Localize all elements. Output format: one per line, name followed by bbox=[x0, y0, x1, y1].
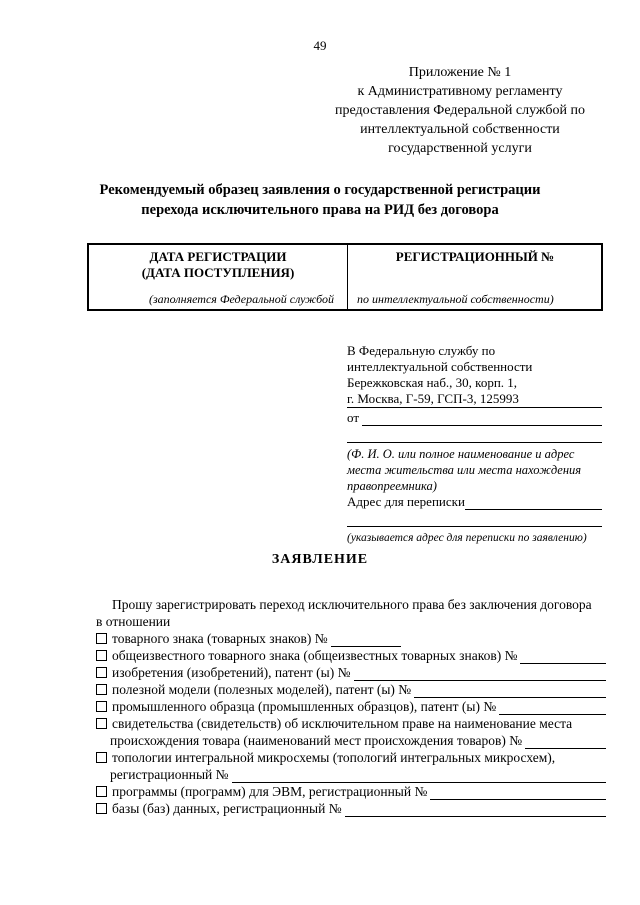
registration-date-label bbox=[89, 249, 347, 281]
list-item bbox=[96, 715, 606, 732]
checkbox[interactable] bbox=[96, 667, 107, 678]
applicant-hint bbox=[347, 446, 602, 494]
correspondence-row bbox=[347, 494, 602, 510]
checkbox[interactable] bbox=[96, 650, 107, 661]
item-label: регистрационный № bbox=[110, 767, 229, 782]
correspondence-field[interactable] bbox=[465, 496, 602, 510]
checkbox[interactable] bbox=[96, 718, 107, 729]
item-label: программы (программ) для ЭВМ, регистрационный № bbox=[112, 784, 428, 799]
date-label-line: ДАТА РЕГИСТРАЦИИ bbox=[149, 249, 287, 264]
registration-number-label: РЕГИСТРАЦИОННЫЙ № bbox=[395, 249, 555, 264]
item-label: свидетельства (свидетельств) об исключительном праве на наименование места bbox=[112, 716, 573, 731]
hint-line: места жительства или места нахождения bbox=[347, 463, 582, 477]
number-field[interactable] bbox=[232, 769, 606, 783]
list-item bbox=[96, 749, 606, 766]
appendix-line: интеллектуальной собственности bbox=[360, 122, 560, 137]
from-label: от bbox=[347, 410, 360, 425]
list-item bbox=[96, 783, 606, 800]
appendix-header bbox=[300, 63, 620, 158]
from-field-line2[interactable] bbox=[347, 426, 602, 443]
from-row bbox=[347, 410, 602, 426]
item-label: изобретения (изобретений), патент (ы) № bbox=[112, 665, 351, 680]
item-label: промышленного образца (промышленных образцов), патент (ы) № bbox=[112, 699, 497, 714]
item-label: товарного знака (товарных знаков) № bbox=[112, 631, 328, 646]
addressee-line: интеллектуальной собственности bbox=[347, 359, 533, 374]
intro-line: Прошу зарегистрировать переход исключительного права без заключения договора bbox=[112, 597, 592, 612]
list-item bbox=[96, 664, 606, 681]
appendix-line: государственной услуги bbox=[388, 141, 532, 156]
list-item bbox=[96, 647, 606, 664]
list-item bbox=[96, 630, 606, 647]
number-field[interactable] bbox=[354, 667, 607, 681]
list-item-continuation bbox=[96, 732, 606, 749]
registration-box bbox=[87, 243, 603, 311]
box-divider bbox=[347, 245, 348, 309]
hint-line: (Ф. И. О. или полное наименование и адрес bbox=[347, 447, 575, 461]
checkbox[interactable] bbox=[96, 752, 107, 763]
checkbox[interactable] bbox=[96, 701, 107, 712]
item-label: топологии интегральной микросхемы (топологий интегральных микросхем), bbox=[112, 750, 556, 765]
statement-body bbox=[96, 596, 606, 817]
checkbox[interactable] bbox=[96, 786, 107, 797]
number-field[interactable] bbox=[520, 650, 606, 664]
checkbox[interactable] bbox=[96, 684, 107, 695]
intro-line: в отношении bbox=[96, 614, 171, 629]
statement-title: ЗАЯВЛЕНИЕ bbox=[271, 552, 369, 567]
addressee-line: г. Москва, Г-59, ГСП-3, 125993 bbox=[347, 391, 602, 408]
correspondence-label: Адрес для переписки bbox=[347, 494, 465, 509]
item-label: общеизвестного товарного знака (общеизвестных товарных знаков) № bbox=[112, 648, 518, 663]
item-label: полезной модели (полезных моделей), патент (ы) № bbox=[112, 682, 412, 697]
box-note-left: (заполняется Федеральной службой bbox=[149, 292, 335, 306]
list-item bbox=[96, 681, 606, 698]
number-field[interactable] bbox=[525, 735, 606, 749]
item-label: происхождения товара (наименований мест происхождения товаров) № bbox=[110, 733, 523, 748]
box-note-right: по интеллектуальной собственности) bbox=[357, 292, 554, 306]
number-field[interactable] bbox=[414, 684, 606, 698]
addressee-line: В Федеральную службу по bbox=[347, 343, 496, 358]
addressee-block bbox=[347, 343, 602, 546]
title-line: перехода исключительного права на РИД без договора bbox=[141, 202, 499, 218]
number-field[interactable] bbox=[331, 633, 401, 647]
correspondence-hint: (указывается адрес для переписки по заявлению) bbox=[347, 532, 587, 544]
from-field[interactable] bbox=[362, 412, 602, 426]
list-item bbox=[96, 800, 606, 817]
number-field[interactable] bbox=[499, 701, 606, 715]
number-field[interactable] bbox=[430, 786, 606, 800]
title-line: Рекомендуемый образец заявления о государственной регистрации bbox=[99, 182, 541, 198]
checkbox[interactable] bbox=[96, 803, 107, 814]
appendix-line: предоставления Федеральной службой по bbox=[335, 103, 585, 118]
number-field[interactable] bbox=[345, 803, 606, 817]
addressee-line: Бережковская наб., 30, корп. 1, bbox=[347, 375, 518, 390]
list-item-continuation bbox=[96, 766, 606, 783]
item-label: базы (баз) данных, регистрационный № bbox=[112, 801, 342, 816]
date-label-line: (ДАТА ПОСТУПЛЕНИЯ) bbox=[141, 265, 295, 280]
correspondence-field-line2[interactable] bbox=[347, 510, 602, 527]
list-item bbox=[96, 698, 606, 715]
page-number: 49 bbox=[313, 38, 327, 53]
document-title bbox=[40, 180, 600, 220]
appendix-line: Приложение № 1 bbox=[408, 65, 512, 80]
hint-line: правопреемника) bbox=[347, 479, 437, 493]
appendix-line: к Административному регламенту bbox=[357, 84, 563, 99]
checkbox[interactable] bbox=[96, 633, 107, 644]
